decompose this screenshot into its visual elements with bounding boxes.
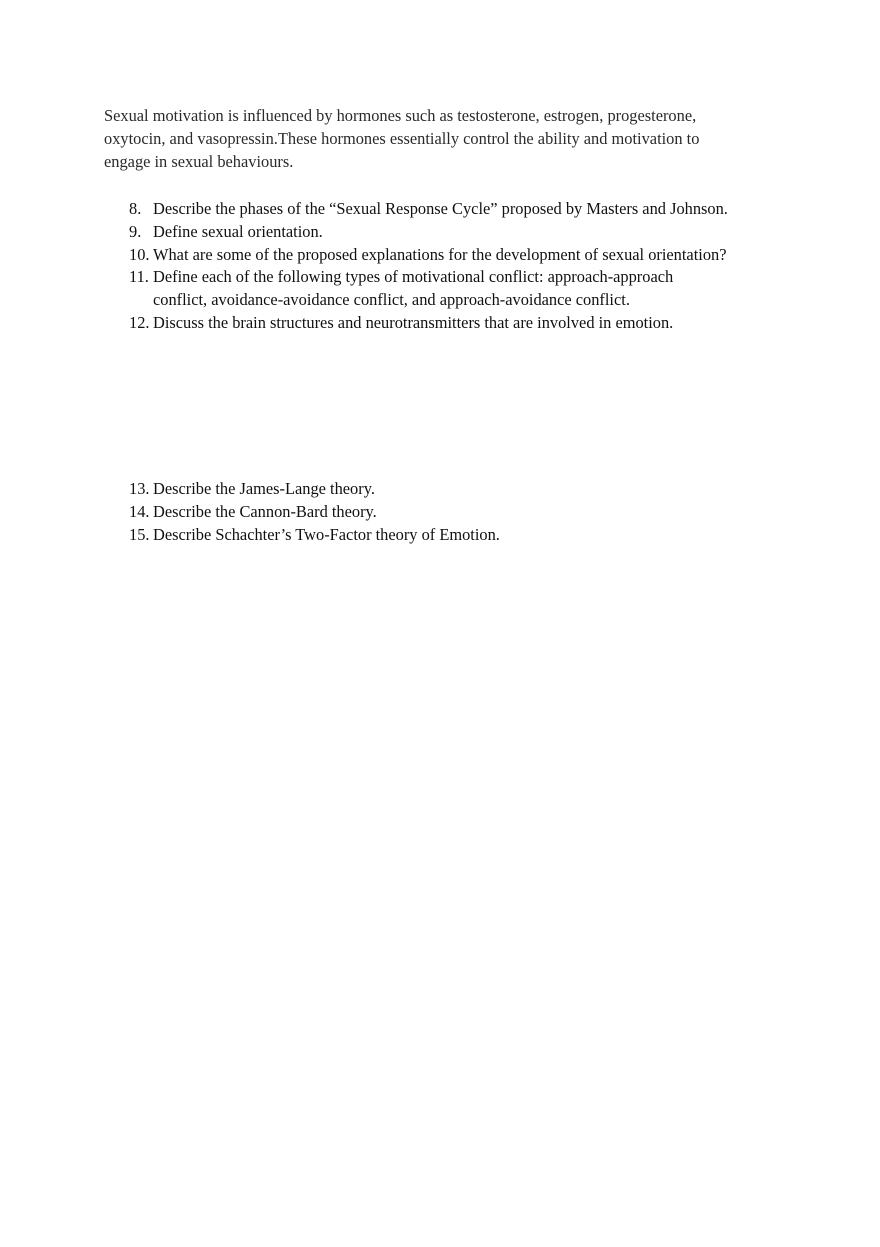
question-number: 9. [129, 221, 142, 241]
question-text: Describe the phases of the “Sexual Response Cycle” proposed by Masters and Johnson. [153, 199, 728, 218]
question-number: 14. [129, 501, 150, 521]
question-number: 11. [129, 267, 149, 287]
question-item [129, 198, 729, 221]
question-text: Define sexual orientation. [153, 221, 323, 241]
question-list-1 [129, 198, 729, 335]
question-number: 8. [129, 199, 142, 218]
question-text: Describe the Cannon-Bard theory. [153, 501, 377, 521]
question-item [129, 501, 729, 524]
question-item [129, 478, 729, 501]
question-item [129, 221, 729, 244]
question-text: Discuss the brain structures and neurotransmitters that are involved in emotion. [153, 312, 674, 332]
question-text: Define each of the following types of motivational conflict: approach-approach conflict, avoidance-avoidance conflict, and approach-avoidance conflict. [153, 267, 674, 310]
question-item [129, 244, 729, 267]
question-item [129, 524, 729, 547]
question-number: 10. [129, 244, 150, 264]
question-text: Describe Schachter’s Two-Factor theory of Emotion. [153, 524, 500, 544]
question-text: What are some of the proposed explanations for the development of sexual orientation? [153, 244, 727, 264]
question-item [129, 312, 729, 335]
question-number: 12. [129, 312, 150, 332]
question-number: 15. [129, 524, 150, 544]
question-list-2 [129, 478, 729, 546]
intro-paragraph: Sexual motivation is influenced by hormones such as testosterone, estrogen, progesterone, oxytocin, and vasopressin.These hormones essentially control the ability and motivation to engage in sexual behaviours. [104, 106, 700, 171]
question-item [129, 266, 729, 312]
question-number: 13. [129, 479, 150, 498]
question-text: Describe the James-Lange theory. [153, 479, 375, 498]
